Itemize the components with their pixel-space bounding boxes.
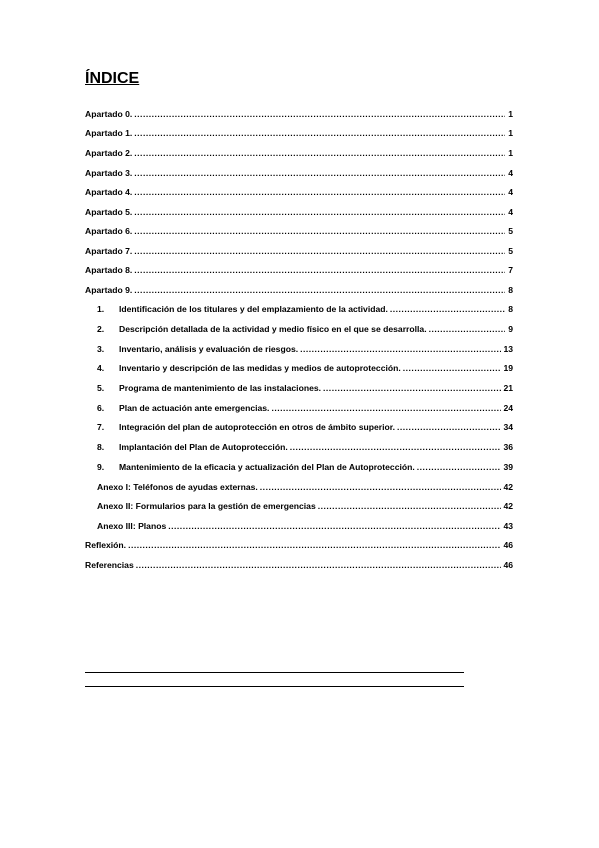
dot-leader [134, 126, 505, 140]
toc-subentry-page: 19 [503, 363, 513, 373]
dot-leader [300, 342, 501, 356]
dot-leader [134, 283, 505, 297]
toc-subentry[interactable] [97, 302, 513, 316]
dot-leader [128, 538, 501, 552]
toc-subentry-label: Mantenimiento de la eficacia y actualización del Plan de Autoprotección. [119, 462, 415, 472]
toc-subentry[interactable] [97, 401, 513, 415]
toc-subentry-number: 1. [97, 304, 105, 314]
dot-leader [260, 480, 502, 494]
dot-leader [134, 166, 505, 180]
toc-entry-label: Apartado 0. [85, 109, 133, 119]
horizontal-rule [85, 672, 464, 673]
toc-subentry-page: 13 [503, 344, 513, 354]
toc-annex-label: Anexo II: Formularios para la gestión de emergencias [97, 501, 316, 511]
dot-leader [403, 361, 502, 375]
toc-entry-page: 4 [508, 187, 513, 197]
dot-leader [134, 185, 505, 199]
toc-entry-label: Apartado 1. [85, 128, 133, 138]
toc-entry-page: 46 [503, 540, 513, 550]
toc-entry-page: 5 [508, 246, 513, 256]
toc-subentry-number: 6. [97, 403, 105, 413]
toc-subentry-page: 8 [508, 304, 513, 314]
dot-leader [134, 107, 505, 121]
toc-annex[interactable] [97, 480, 513, 494]
toc-entry[interactable] [85, 263, 513, 277]
toc-entry[interactable] [85, 146, 513, 160]
dot-leader [290, 440, 502, 454]
toc-entry-page: 7 [508, 265, 513, 275]
dot-leader [134, 205, 505, 219]
toc-entry-page: 1 [508, 109, 513, 119]
toc-entry-page: 1 [508, 128, 513, 138]
toc-entry[interactable] [85, 224, 513, 238]
toc-subentry[interactable] [97, 460, 513, 474]
toc-annex-page: 42 [503, 482, 513, 492]
toc-subentry-page: 21 [503, 383, 513, 393]
toc-subentry[interactable] [97, 381, 513, 395]
dot-leader [134, 224, 505, 238]
dot-leader [318, 499, 502, 513]
toc-annex-label: Anexo I: Teléfonos de ayudas externas. [97, 482, 258, 492]
toc-subentry-label: Inventario, análisis y evaluación de riesgos. [119, 344, 299, 354]
dot-leader [417, 460, 502, 474]
toc-subentry-number: 5. [97, 383, 105, 393]
toc-entry-page: 4 [508, 207, 513, 217]
toc-entry-page: 46 [503, 560, 513, 570]
toc-subentry-page: 9 [508, 324, 513, 334]
toc-entry-label: Apartado 9. [85, 285, 133, 295]
toc-entry[interactable] [85, 185, 513, 199]
toc-annex-label: Anexo III: Planos [97, 521, 167, 531]
toc-subentry-label: Programa de mantenimiento de las instalaciones. [119, 383, 322, 393]
toc-entry-label: Apartado 5. [85, 207, 133, 217]
toc-entry-page: 5 [508, 226, 513, 236]
toc-entry-label: Apartado 2. [85, 148, 133, 158]
toc-subentry-page: 34 [503, 422, 513, 432]
toc-entry-label: Reflexión. [85, 540, 127, 550]
toc-entry-label: Apartado 7. [85, 246, 133, 256]
toc-entry[interactable] [85, 283, 513, 297]
toc-subentry-label: Identificación de los titulares y del emplazamiento de la actividad. [119, 304, 388, 314]
toc-subentry-page: 36 [503, 442, 513, 452]
dot-leader [429, 322, 505, 336]
toc-subentry[interactable] [97, 420, 513, 434]
toc-entry[interactable] [85, 126, 513, 140]
toc-subentry-label: Integración del plan de autoprotección en otros de ámbito superior. [119, 422, 395, 432]
toc-subentry[interactable] [97, 440, 513, 454]
toc-entry-label: Apartado 3. [85, 168, 133, 178]
toc-entry-page: 4 [508, 168, 513, 178]
toc-subentry-number: 7. [97, 422, 105, 432]
dot-leader [390, 302, 505, 316]
toc-entry-label: Apartado 4. [85, 187, 133, 197]
toc-subentry-number: 9. [97, 462, 105, 472]
dot-leader [168, 519, 501, 533]
toc-entry[interactable] [85, 205, 513, 219]
toc-subentry-label: Plan de actuación ante emergencias. [119, 403, 270, 413]
toc-entry[interactable] [85, 107, 513, 121]
toc-subentry-label: Implantación del Plan de Autoprotección. [119, 442, 288, 452]
toc-entry-page: 1 [508, 148, 513, 158]
dot-leader [397, 420, 501, 434]
toc-subentry-number: 8. [97, 442, 105, 452]
toc-entry[interactable] [85, 244, 513, 258]
toc-entry[interactable] [85, 538, 513, 552]
toc-entry[interactable] [85, 166, 513, 180]
toc-subentry[interactable] [97, 322, 513, 336]
toc-subentry-page: 39 [503, 462, 513, 472]
toc-annex[interactable] [97, 499, 513, 513]
toc-subentry[interactable] [97, 361, 513, 375]
toc-entry-label: Referencias [85, 560, 134, 570]
toc-subentry-number: 2. [97, 324, 105, 334]
dot-leader [134, 146, 505, 160]
dot-leader [134, 263, 505, 277]
horizontal-rule [85, 686, 464, 687]
toc-subentry-page: 24 [503, 403, 513, 413]
dot-leader [134, 244, 505, 258]
toc-annex-page: 42 [503, 501, 513, 511]
toc-subentry-number: 4. [97, 363, 105, 373]
dot-leader [323, 381, 501, 395]
toc-annex[interactable] [97, 519, 513, 533]
toc-subentry-number: 3. [97, 344, 105, 354]
toc-subentry-label: Descripción detallada de la actividad y medio físico en el que se desarrolla. [119, 324, 427, 334]
toc-entry-label: Apartado 6. [85, 226, 133, 236]
toc-subentry[interactable] [97, 342, 513, 356]
index-title: ÍNDICE [85, 70, 140, 87]
toc-entry-label: Apartado 8. [85, 265, 133, 275]
toc-entry-page: 8 [508, 285, 513, 295]
dot-leader [271, 401, 501, 415]
toc-entry[interactable] [85, 558, 513, 572]
dot-leader [136, 558, 502, 572]
toc-annex-page: 43 [503, 521, 513, 531]
toc-subentry-label: Inventario y descripción de las medidas y medios de autoprotección. [119, 363, 401, 373]
